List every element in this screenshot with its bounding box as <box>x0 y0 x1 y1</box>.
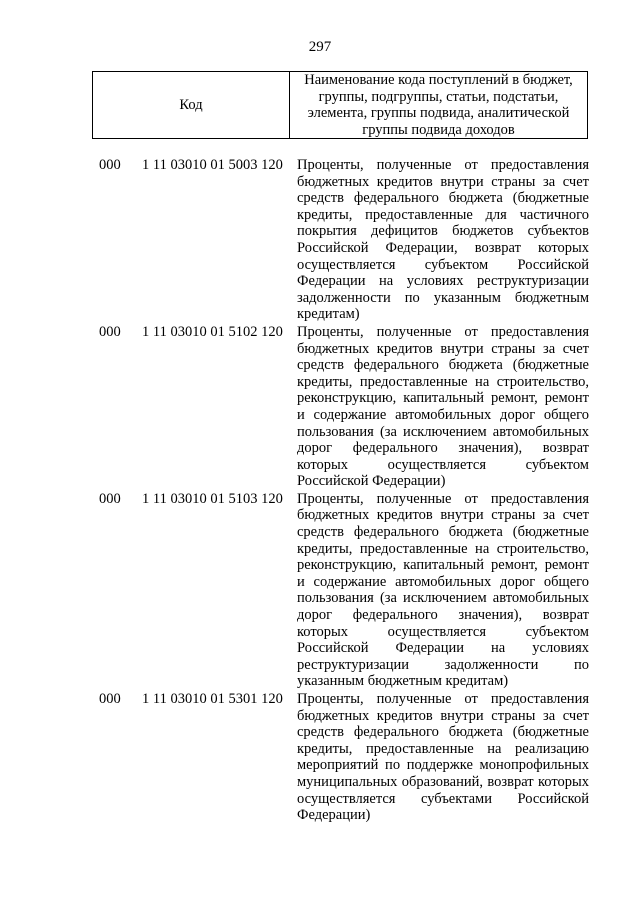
revenue-description: Проценты, полученные от предоставления бюджетных кредитов внутри страны за счет средств федерального бюджета (бюджетные кредиты, предоставленные для частичного покрытия дефицитов бюджетов субъектов Российской Федерации, возврат которых осуществляется субъектом Российской Федерации на условиях реструктуризации задолженности по указанным бюджетным кредитам) <box>297 157 589 323</box>
table-row <box>0 691 640 824</box>
page-number: 297 <box>308 39 332 55</box>
revenue-description: Проценты, полученные от предоставления бюджетных кредитов внутри страны за счет средств федерального бюджета (бюджетные кредиты, предоставленные на реализацию мероприятий по поддержке монопрофильных муниципальных образований, возврат которых осуществляется субъектами Российской Федерации) <box>297 691 589 824</box>
revenue-code: 1 11 03010 01 5102 120 <box>142 323 283 340</box>
header-code-column: Код <box>93 72 290 138</box>
revenue-description: Проценты, полученные от предоставления бюджетных кредитов внутри страны за счет средств федерального бюджета (бюджетные кредиты, предоставленные на строительство, реконструкцию, капитальный ремонт, ремонт и содержание автомобильных дорог общего пользования (за исключением автомобильных дорог федерального значения), возврат которых осуществляется субъектом Российской Федерации на условиях реструктуризации задолженности по указанным бюджетным кредитам) <box>297 490 589 690</box>
revenue-code: 1 11 03010 01 5301 120 <box>142 691 283 707</box>
table-header <box>92 71 588 139</box>
entries-list <box>0 157 640 825</box>
admin-code: 000 <box>99 157 121 173</box>
revenue-code: 1 11 03010 01 5003 120 <box>142 157 283 173</box>
admin-code: 000 <box>99 323 121 340</box>
admin-code: 000 <box>99 691 121 707</box>
header-name-column: Наименование кода поступлений в бюджет, группы, подгруппы, статьи, подстатьи, элемента, группы подвида, аналитической группы подвида доходов <box>304 72 573 138</box>
table-row <box>0 491 640 690</box>
table-row <box>0 157 640 323</box>
table-row <box>0 324 640 490</box>
admin-code: 000 <box>99 490 121 507</box>
revenue-code: 1 11 03010 01 5103 120 <box>142 490 283 507</box>
revenue-description: Проценты, полученные от предоставления бюджетных кредитов внутри страны за счет средств федерального бюджета (бюджетные кредиты, предоставленные на строительство, реконструкцию, капитальный ремонт, ремонт и содержание автомобильных дорог общего пользования (за исключением автомобильных дорог федерального значения), возврат которых осуществляется субъектом Российской Федерации) <box>297 323 589 490</box>
